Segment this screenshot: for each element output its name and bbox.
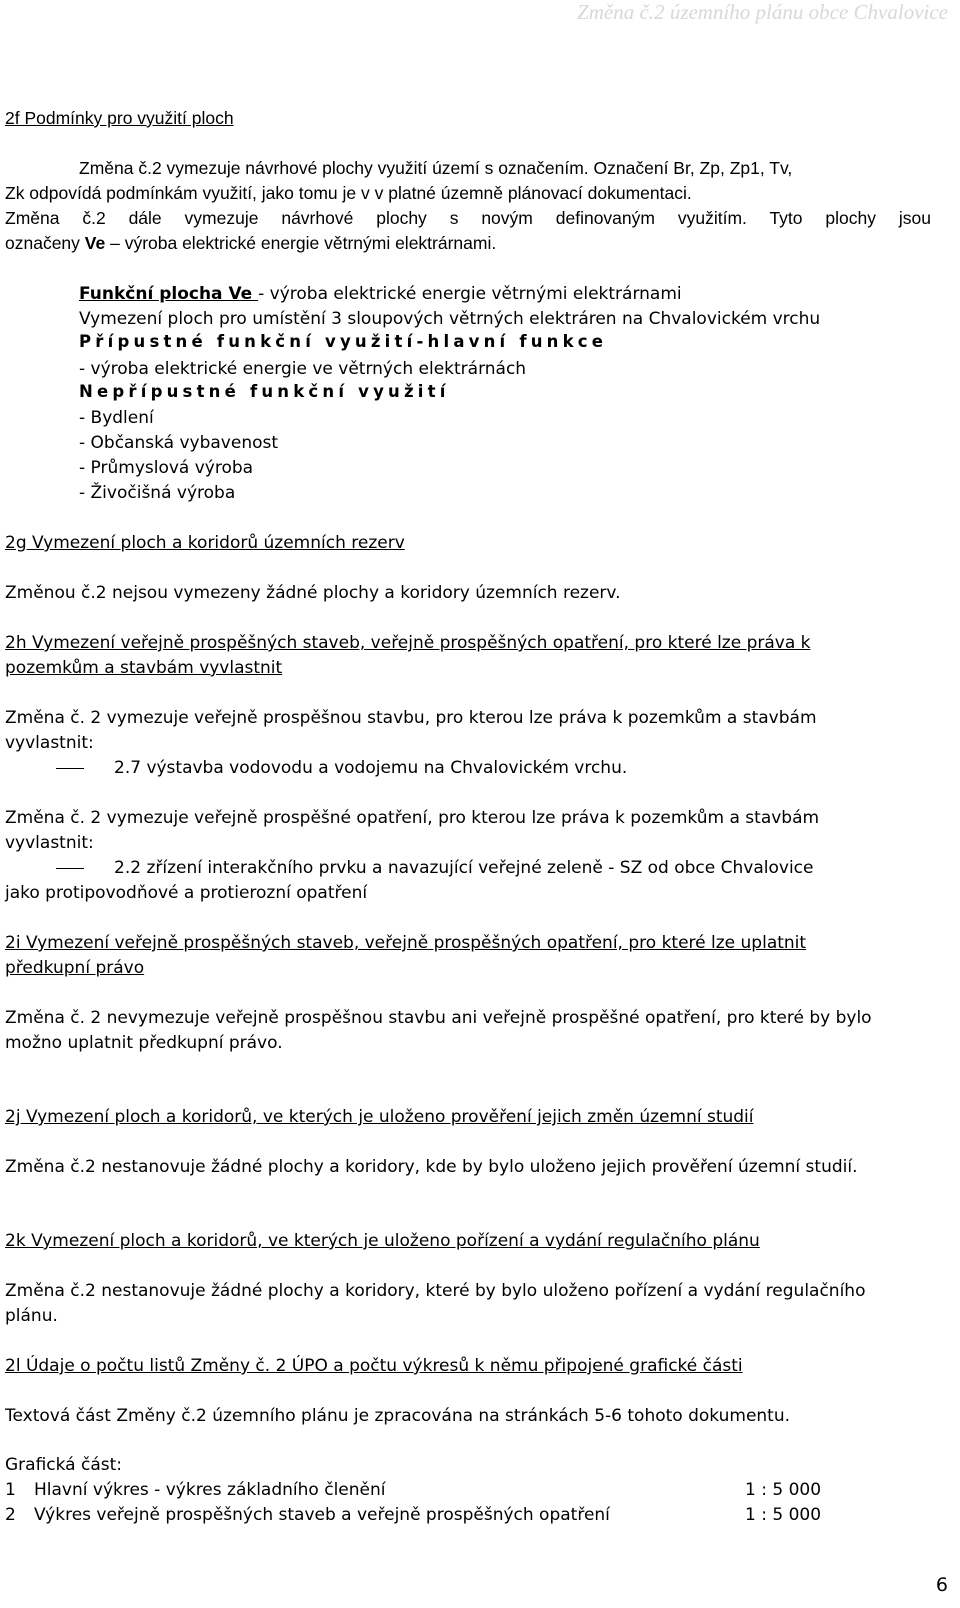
- ve-permitted-heading: Přípustné funkční využití-hlavní funkce: [79, 332, 608, 351]
- s2f-paragraph-1-line-2: Zk odpovídá podmínkám využití, jako tomu je v v platné územně plánovací dokumentaci.: [5, 183, 692, 203]
- section-2l-heading: 2l Údaje o počtu listů Změny č. 2 ÚPO a počtu výkresů k němu připojené grafické části: [5, 1356, 743, 1376]
- s2h-p1-line-1: Změna č. 2 vymezuje veřejně prospěšnou stavbu, pro kterou lze práva k pozemkům a stavbám: [5, 708, 817, 728]
- ve-line-2: Vymezení ploch pro umístění 3 sloupových větrných elektráren na Chvalovickém vrchu: [79, 309, 821, 329]
- ve-forbidden-item: - Průmyslová výroba: [79, 458, 254, 478]
- dash-bullet-icon: [56, 868, 84, 869]
- s2h-p2-line-4: jako protipovodňové a protierozní opatření: [5, 883, 368, 903]
- s2j-text: Změna č.2 nestanovuje žádné plochy a koridory, kde by bylo uloženo jejich prověření územní studií.: [5, 1157, 858, 1177]
- section-2k-heading: 2k Vymezení ploch a koridorů, ve kterých je uloženo pořízení a vydání regulačního plánu: [5, 1231, 760, 1251]
- s2f-text: označeny: [5, 233, 85, 253]
- s2f-paragraph-2-line-2: [5, 233, 496, 254]
- s2h-p1-line-2: vyvlastnit:: [5, 733, 94, 753]
- ve-title-line: [79, 282, 682, 307]
- section-2i-heading-line-1: 2i Vymezení veřejně prospěšných staveb, veřejně prospěšných opatření, pro které lze uplatnit: [5, 933, 807, 953]
- s2f-paragraph-2-line-1: Změna č.2 dále vymezuje návrhové plochy s novým definovaným využitím. Tyto plochy jsou: [5, 208, 931, 228]
- drawing-scale: 1 : 5 000: [745, 1480, 822, 1500]
- ve-title-rest: - výroba elektrické energie větrnými elektrárnami: [258, 284, 682, 304]
- s2h-p2-line-1: Změna č. 2 vymezuje veřejně prospěšné opatření, pro kterou lze práva k pozemkům a stavbám: [5, 808, 820, 828]
- ve-forbidden-heading: Nepřípustné funkční využití: [79, 382, 450, 401]
- section-2j-heading: 2j Vymezení ploch a koridorů, ve kterých je uloženo prověření jejich změn územní studií: [5, 1107, 754, 1127]
- s2f-paragraph-1-line-1: Změna č.2 vymezuje návrhové plochy využití území s označením. Označení Br, Zp, Zp1, Tv,: [79, 158, 793, 178]
- s2h-p2-line-2: vyvlastnit:: [5, 833, 94, 853]
- drawing-name: Hlavní výkres - výkres základního členění: [34, 1480, 386, 1500]
- section-2h-heading-line-2: pozemkům a stavbám vyvlastnit: [5, 658, 283, 678]
- drawing-number: 1: [5, 1480, 16, 1500]
- s2l-text: Textová část Změny č.2 územního plánu je zpracována na stránkách 5-6 tohoto dokumentu.: [5, 1406, 791, 1426]
- ve-permitted-item: - výroba elektrické energie ve větrných elektrárnách: [79, 359, 527, 379]
- ve-forbidden-item: - Živočišná výroba: [79, 483, 236, 503]
- section-2i-heading-line-2: předkupní právo: [5, 958, 145, 978]
- page-number: 6: [935, 1574, 948, 1596]
- s2i-text-line-1: Změna č. 2 nevymezuje veřejně prospěšnou stavbu ani veřejně prospěšné opatření, pro které by bylo: [5, 1008, 872, 1028]
- ve-forbidden-item: - Bydlení: [79, 408, 154, 428]
- s2h-p1-item: [56, 756, 627, 781]
- ve-code: Ve: [84, 233, 106, 253]
- drawing-number: 2: [5, 1505, 16, 1525]
- running-header: Změna č.2 územního plánu obce Chvalovice: [577, 0, 948, 24]
- s2h-p2-item: [56, 856, 813, 881]
- section-2g-heading: 2g Vymezení ploch a koridorů územních rezerv: [5, 533, 405, 553]
- s2k-text-line-2: plánu.: [5, 1306, 58, 1326]
- drawing-name: Výkres veřejně prospěšných staveb a veřejně prospěšných opatření: [34, 1505, 610, 1525]
- graphic-part-label: Grafická část:: [5, 1455, 123, 1475]
- dash-bullet-icon: [56, 768, 84, 769]
- ve-forbidden-item: - Občanská vybavenost: [79, 433, 279, 453]
- s2h-p1-item-text: 2.7 výstavba vodovodu a vodojemu na Chvalovickém vrchu.: [114, 758, 628, 778]
- s2g-text: Změnou č.2 nejsou vymezeny žádné plochy a koridory územních rezerv.: [5, 583, 621, 603]
- section-2f-heading: 2f Podmínky pro využití ploch: [5, 108, 234, 128]
- s2i-text-line-2: možno uplatnit předkupní právo.: [5, 1033, 283, 1053]
- s2k-text-line-1: Změna č.2 nestanovuje žádné plochy a koridory, které by bylo uloženo pořízení a vydání regulačního: [5, 1281, 866, 1301]
- s2h-p2-item-text: 2.2 zřízení interakčního prvku a navazující veřejné zeleně - SZ od obce Chvalovice: [114, 858, 814, 878]
- s2f-text-rest: – výroba elektrické energie větrnými elektrárnami.: [105, 233, 497, 253]
- drawing-scale: 1 : 5 000: [745, 1505, 822, 1525]
- section-2h-heading-line-1: 2h Vymezení veřejně prospěšných staveb, veřejně prospěšných opatření, pro které lze práva k: [5, 633, 811, 653]
- ve-title: Funkční plocha Ve: [79, 284, 259, 304]
